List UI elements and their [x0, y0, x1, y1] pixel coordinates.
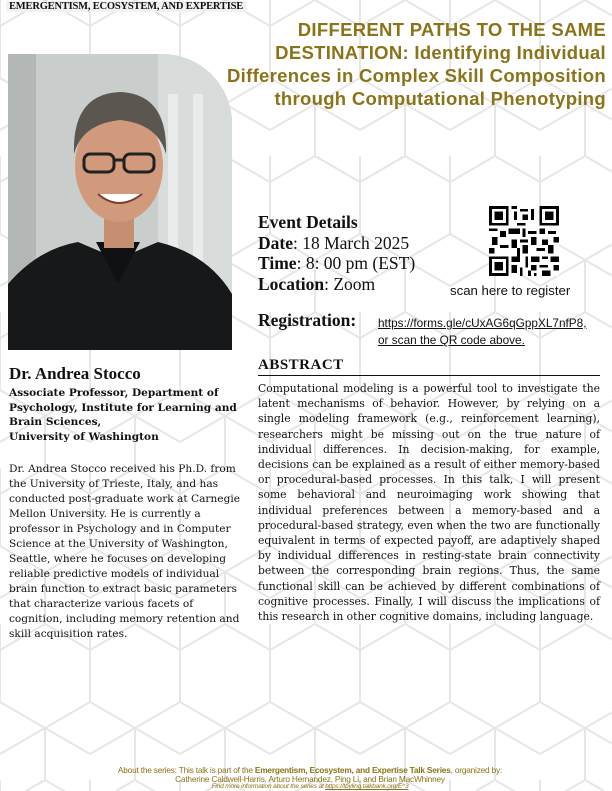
- event-location-value: : Zoom: [324, 273, 376, 294]
- event-date-label: Date: [258, 232, 293, 253]
- event-location: [258, 274, 415, 295]
- registration-qr-note: or scan the QR code above.: [378, 333, 525, 347]
- registration-link[interactable]: [378, 315, 587, 349]
- footer-more-info: Find more information about the series at: [211, 783, 326, 790]
- speaker-bio: Dr. Andrea Stocco received his Ph.D. from the University of Trieste, Italy, and has conducted post-graduate work at Carnegie Mellon University. He is currently a professor in Psychology and in Computer Science at the University of Washington, Seattle, where he focuses on developing reliable predictive models of individual brain function to extract basic parameters that characterize various facets of cognition, including memory retention and skill acquisition rates.: [9, 463, 241, 640]
- speaker-name: Dr. Andrea Stocco: [9, 364, 141, 383]
- registration-separator: :: [350, 310, 357, 330]
- footer-suffix: , organized by:: [450, 765, 503, 775]
- event-details-heading: Event Details: [258, 212, 358, 232]
- speaker-affiliation-text: Associate Professor, Department of Psychology, Institute for Learning and Brain Sciences,: [9, 387, 237, 429]
- event-location-label: Location: [258, 273, 325, 294]
- speaker-photo: [8, 54, 232, 350]
- event-time: [258, 253, 415, 274]
- abstract-text: Computational modeling is a powerful tool to investigate the latent mechanisms of behavior. However, by relying on a single modeling framework (e.g., reinforcement learning), researchers might be missing out on the true nature of individual differences. In decision-making, for example, decisions can be explained as a result of either memory-based or procedural-based processes. In this talk, I will present some behavioral and neuroimaging work showing that individual preferences between a memory-based and a procedural-based strategy, even when the two are functionally equivalent in terms of expected payoff, are adaptively shaped by individual differences in resting-state brain connectivity between the corresponding brain regions. Thus, the same functional skill can be achieved by different combinations of cognitive processes. Finally, I will discuss the implications of this research in other cognitive domains, including language.: [258, 382, 600, 624]
- event-date: [258, 233, 415, 254]
- footer-line-3: [90, 783, 530, 790]
- registration-url[interactable]: https://forms.gle/cUxAG6qGppXL7nfP8,: [378, 316, 587, 330]
- speaker-affiliation: [9, 386, 249, 444]
- series-name: EMERGENTISM, ECOSYSTEM, AND EXPERTISE: [6, 1, 246, 12]
- speaker-university: University of Washington: [9, 430, 159, 443]
- speaker-portrait-illustration: [8, 54, 232, 350]
- series-footer: [90, 766, 530, 790]
- event-time-value: : 8: 00 pm (EST): [296, 253, 416, 273]
- event-time-label: Time: [258, 253, 297, 273]
- footer-organizers: Catherine Caldwell-Harris, Arturo Hernandez, Ping Li, and Brian MacWhinney: [175, 773, 445, 784]
- abstract-heading: ABSTRACT: [258, 357, 600, 376]
- footer-series-link[interactable]: https://tbyling.talkbank.org/E^3: [325, 783, 409, 790]
- event-date-value: : 18 March 2025: [292, 232, 410, 253]
- footer-prefix: About the series: This talk is part of the: [117, 765, 255, 775]
- footer-series-name: Emergentism, Ecosystem, and Expertise Talk Series: [254, 765, 451, 775]
- talk-title: DIFFERENT PATHS TO THE SAME DESTINATION: Identifying Individual Differences in Complex Skill Composition through Computational Phenotyping: [227, 19, 606, 109]
- event-details: [258, 212, 415, 294]
- registration-label-text: Registration: [258, 310, 351, 330]
- registration-label: [258, 310, 356, 331]
- qr-caption: scan here to register: [450, 283, 571, 298]
- qr-code-icon[interactable]: [489, 206, 559, 276]
